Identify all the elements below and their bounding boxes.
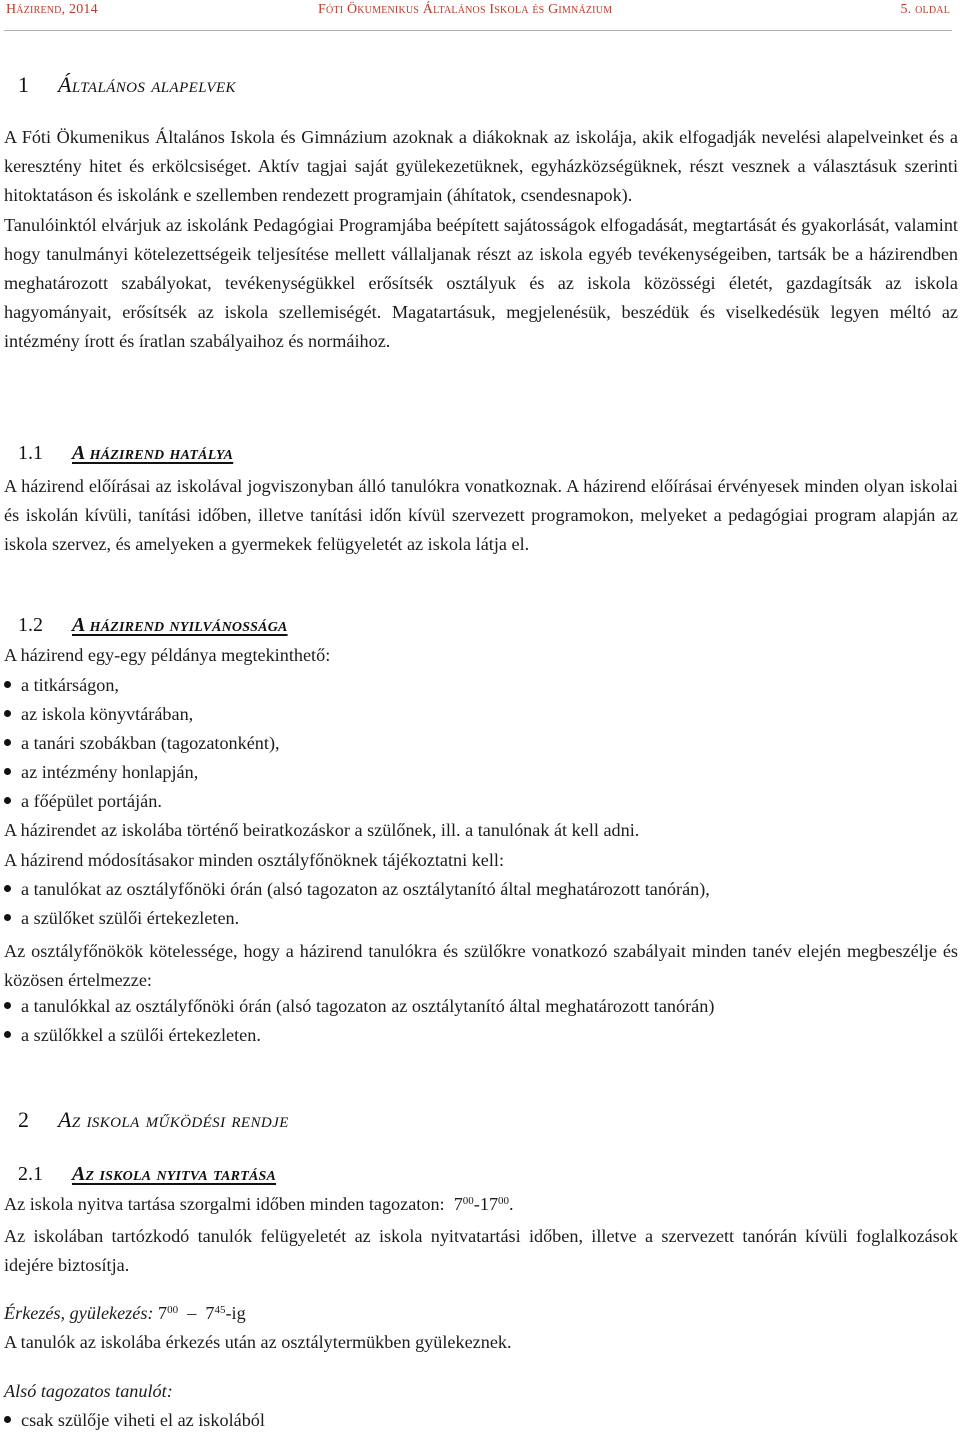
section-1-1-body [4,472,958,560]
bullet-icon [4,914,11,921]
header-left: Házirend, 2014 [6,2,98,17]
section-number: 1.2 [18,614,43,636]
bullet-icon [4,797,11,804]
list-item [4,675,119,696]
bullet-icon [4,1002,11,1009]
section-number: 1 [18,72,29,97]
page-header [0,2,960,24]
section-title: Az iskola nyitva tartása [72,1163,277,1185]
paragraph: Az iskolában tartózkodó tanulók felügyeletét az iskola nyitvatartási időben, illetve a szervezett tanórán kívüli foglalkozások idejére biztosítja. [4,1226,958,1276]
list-item-text: a titkárságon, [21,675,119,695]
section-1-2-heading [18,614,288,637]
list-item [4,791,162,812]
bullet-icon [4,768,11,775]
list-item-text: a tanári szobákban (tagozatonként), [21,733,280,753]
arrival-dash: – [187,1303,197,1323]
section-1-body [4,123,958,357]
arrival-to-hour: 7 [205,1303,215,1323]
list-item [4,1410,265,1431]
paragraph: A Fóti Ökumenikus Általános Iskola és Gimnázium azoknak a diákoknak az iskolája, akik elfogadják nevelési alapelveinket és a keresztény hitet és erkölcsiséget. Aktív tagjai saját gyülekezetüknek, egyházközségüknek, részt vesznek a választásuk szerinti hitoktatáson és iskolánk e szellemben rendezett programjain (áhítatok, csendesnapok). [4,127,958,206]
section-title: Általános alapelvek [58,72,236,97]
header-page-number: 5. oldal [900,2,950,17]
close-hour: 17 [479,1194,499,1214]
section-number: 1.1 [18,442,43,464]
open-hour: 7 [453,1194,463,1214]
open-minute: 00 [462,1195,474,1207]
section-number: 2 [18,1107,29,1132]
section-2-heading [18,1107,289,1133]
section-2-1-heading [18,1163,276,1186]
lower-grade-label: Alsó tagozatos tanulót: [4,1381,173,1401]
section-title: A házirend hatálya [72,442,234,464]
text-line: A házirendet az iskolába történő beiratkozáskor a szülőnek, ill. a tanulónak át kell adni. [4,820,640,840]
header-rule [4,30,952,31]
bullet-icon [4,710,11,717]
text-line: A tanulók az iskolába érkezés után az osztálytermükben gyülekeznek. [4,1332,512,1352]
arrival-label: Érkezés, gyülekezés: [4,1303,154,1323]
hours-period: . [509,1194,514,1214]
list-item-text: az intézmény honlapján, [21,762,199,782]
bullet-icon [4,739,11,746]
section-1-1-heading [18,442,233,465]
opening-hours-line [4,1194,514,1215]
arrival-from-minute: 00 [167,1304,179,1316]
section-number: 2.1 [18,1163,43,1185]
arrival-suffix: -ig [225,1303,246,1323]
text-line: A házirend módosításakor minden osztályfőnöknek tájékoztatni kell: [4,850,505,870]
hours-dash: - [473,1194,480,1214]
duty-paragraph [4,937,958,995]
list-item [4,908,239,929]
list-item-text: a szülőket szülői értekezleten. [21,908,240,928]
arrival-line [4,1303,246,1324]
paragraph: Tanulóinktól elvárjuk az iskolánk Pedagógiai Programjába beépített sajátosságok elfogadását, megtartását és gyakorlását, valamint hogy tanulmányi kötelezettségeik teljesítése mellett vállaljanak részt az iskola egyéb tevékenységeiben, tartsák be a házirendben meghatározott szabályokat, tevékenységükkel erősítsék osztályuk és az iskola közösségi életét, gazdagítsák az iskola hagyományait, erősítsék az iskola szellemiségét. Magatartásuk, megjelenésük, beszédük és viselkedésük legyen méltó az intézmény írott és íratlan szabályaihoz és normáihoz. [4,214,958,352]
list-item [4,704,193,725]
text-line: A házirend egy-egy példánya megtekinthető: [4,645,331,665]
list-item [4,733,280,754]
close-minute: 00 [498,1195,510,1207]
arrival-to-minute: 45 [214,1304,226,1316]
section-title: A házirend nyilvánossága [72,614,288,636]
bullet-icon [4,1416,11,1423]
list-item-text: a tanulókkal az osztályfőnöki órán (alsó tagozaton az osztálytanító által meghatározott tanórán) [21,996,715,1016]
list-item [4,762,198,783]
list-item-text: a tanulókat az osztályfőnöki órán (alsó tagozaton az osztálytanító által meghatározott tanórán), [21,879,710,899]
list-item [4,879,710,900]
supervision-paragraph [4,1222,958,1280]
bullet-icon [4,885,11,892]
list-item [4,996,714,1017]
header-center: Fóti Ökumenikus Általános Iskola és Gimnázium [318,2,613,17]
list-item-text: a főépület portáján. [21,791,162,811]
list-item-text: csak szülője viheti el az iskolából [21,1410,265,1430]
opening-hours-text: Az iskola nyitva tartása szorgalmi időben minden tagozaton: [4,1194,445,1214]
arrival-from-hour: 7 [158,1303,168,1323]
section-title: Az iskola működési rendje [58,1107,289,1132]
list-item-text: az iskola könyvtárában, [21,704,194,724]
bullet-icon [4,681,11,688]
list-item [4,1025,261,1046]
section-1-heading [18,72,236,98]
list-item-text: a szülőkkel a szülői értekezleten. [21,1025,261,1045]
paragraph: Az osztályfőnökök kötelessége, hogy a házirend tanulókra és szülőkre vonatkozó szabályait minden tanév elején megbeszélje és közösen értelmezze: [4,941,958,991]
paragraph: A házirend előírásai az iskolával jogviszonyban álló tanulókra vonatkoznak. A házirend előírásai érvényesek minden olyan iskolai és iskolán kívüli, tanítási időben, illetve tanítási időn kívül szervezett programokon, melyeket a pedagógiai program alapján az iskola szervez, és amelyeken a gyermekek felügyeletét az iskola látja el. [4,476,958,555]
bullet-icon [4,1031,11,1038]
